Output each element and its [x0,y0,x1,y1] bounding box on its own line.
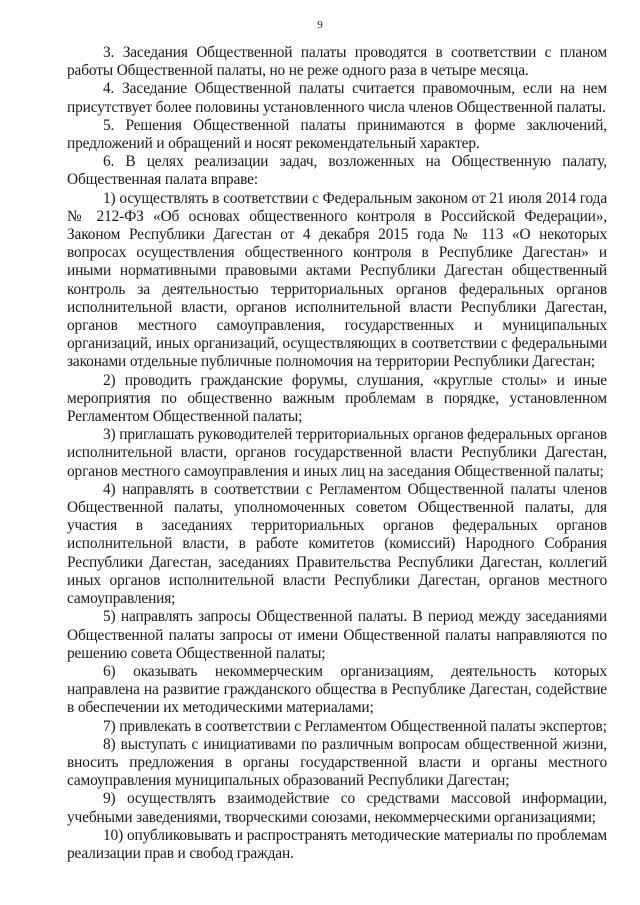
subitem-1: 1) осуществлять в соответствии с Федеральным законом от 21 июля 2014 года № 212-ФЗ «Об основах общественного контроля в Российской Федерации», Законом Республики Дагестан от 4 декабря 2015 года № 113 «О некоторых вопросах осуществления общественного контроля в Республике Дагестан» и иными нормативными правовыми актами Республики Дагестан общественный контроль за деятельностью территориальных органов федеральных органов исполнительной власти, органов исполнительной власти Республики Дагестан, органов местного самоуправления, государственных и муниципальных организаций, иных организаций, осуществляющих в соответствии с федеральными законами отдельные публичные полномочия на территории Республики Дагестан; [67,189,607,371]
subitem-9: 9) осуществлять взаимодействие со средствами массовой информации, учебными заведениями, творческими союзами, некоммерческими организациями; [67,790,607,826]
document-body [67,44,607,863]
subitem-5: 5) направлять запросы Общественной палаты. В период между заседаниями Общественной палаты запросы от имени Общественной палаты направляются по решению совета Общественной палаты; [67,608,607,662]
subitem-2: 2) проводить гражданские форумы, слушания, «круглые столы» и иные мероприятия по общественно важным проблемам в порядке, установленном Регламентом Общественной палаты; [67,371,607,426]
subitem-3: 3) приглашать руководителей территориальных органов федеральных органов исполнительной власти, органов государственной власти Республики Дагестан, органов местного самоуправления и иных лиц на заседания Общественной палаты; [67,426,607,480]
subitem-8: 8) выступать с инициативами по различным вопросам общественной жизни, вносить предложения в органы государственной власти и органы местного самоуправления муниципальных образований Республики Дагестан; [67,735,607,790]
subitem-10: 10) опубликовывать и распространять методические материалы по проблемам реализации прав и свобод граждан. [67,826,607,862]
paragraph-item-5: 5. Решения Общественной палаты принимаются в форме заключений, предложений и обращений и носят рекомендательный характер. [67,116,607,153]
paragraph-item-3: 3. Заседания Общественной палаты проводятся в соответствии с планом работы Общественной палаты, но не реже одного раза в четыре месяца. [67,44,607,80]
subitem-6: 6) оказывать некоммерческим организациям, деятельность которых направлена на развитие гражданского общества в Республике Дагестан, содействие в обеспечении их методическими материалами; [67,662,607,717]
page-number: 9 [317,19,323,31]
paragraph-item-6: 6. В целях реализации задач, возложенных на Общественную палату, Общественная палата вправе: [67,153,607,189]
subitem-4: 4) направлять в соответствии с Регламентом Общественной палаты членов Общественной палаты, уполномоченных советом Общественной палаты, для участия в заседаниях территориальных органов федеральных органов исполнительной власти, в работе комитетов (комиссий) Народного Собрания Республики Дагестан, заседаниях Правительства Республики Дагестан, коллегий иных органов исполнительной власти Республики Дагестан, органов местного самоуправления; [67,480,607,608]
subitem-7: 7) привлекать в соответствии с Регламентом Общественной палаты экспертов; [103,717,607,735]
paragraph-item-4: 4. Заседание Общественной палаты считается правомочным, если на нем присутствует более половины установленного числа членов Общественной палаты. [67,80,607,116]
